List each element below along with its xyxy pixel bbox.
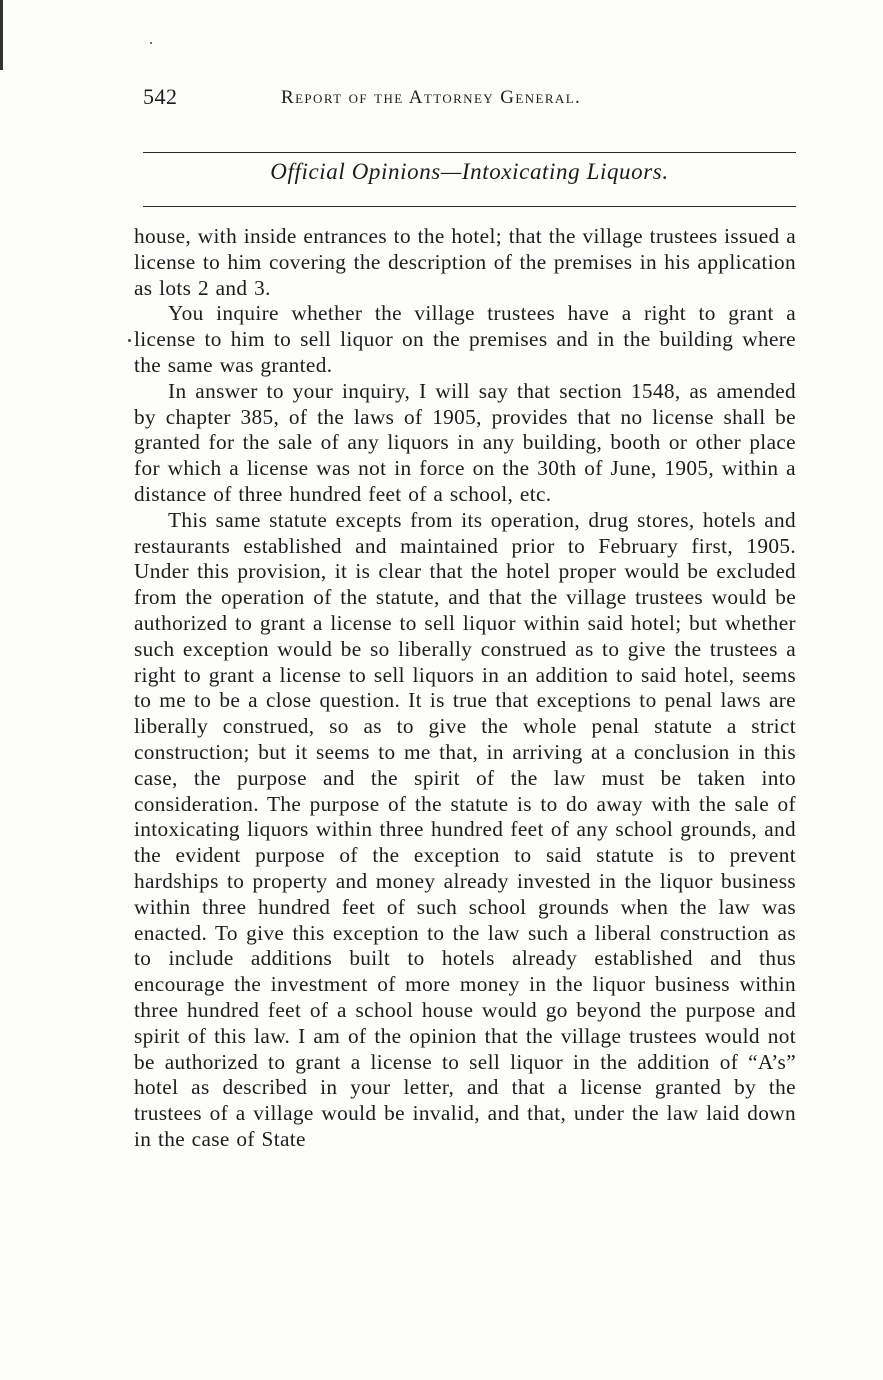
margin-speck (150, 42, 152, 44)
paragraph-continuation: house, with inside entrances to the hotel; that the village trustees issued a license to him covering the description of the premises in his application as lots 2 and 3. (134, 224, 796, 300)
page-edge-mark (0, 0, 3, 70)
page-number: 542 (143, 84, 178, 109)
paragraph-statute-exception: This same statute excepts from its operation, drug stores, hotels and restaurants established and maintained prior to February first, 1905. Under this provision, it is clear that the hotel proper would be excluded from the operation of the statute, and that the village trustees would be authorized to grant a license to sell liquor within said hotel; but whether such exception would be so liberally construed as to give the trustees a right to grant a license to sell liquors in an addition to said hotel, seems to me to be a close question. It is true that exceptions to penal laws are liberally construed, so as to give the whole penal statute a strict construction; but it seems to me that, in arriving at a conclusion in this case, the purpose and the spirit of the law must be taken into consideration. The purpose of the statute is to do away with the sale of intoxicating liquors within three hundred feet of any school grounds, and the evident purpose of the exception to said statute is to prevent hardships to property and money already invested in the liquor business within three hundred feet of such school grounds when the law was enacted. To give this exception to the law such a liberal construction as to include additions built to hotels already established and thus encourage the investment of more money in the liquor business within three hundred feet of a school house would go beyond the purpose and spirit of this law. I am of the opinion that the village trustees would not be authorized to grant a license to sell liquor in the addition of “A’s” hotel as described in your letter, and that a license granted by the trustees of a village would be invalid, and that, under the law laid down in the case of State (134, 507, 796, 1151)
margin-mark (128, 339, 131, 342)
paragraph-inquiry: You inquire whether the village trustees have a right to grant a license to him to sell liquor on the premises and in the building where the same was granted. (134, 301, 796, 377)
running-head: Report of the Attorney General. (281, 87, 582, 108)
header-rule-top (143, 152, 796, 153)
header-rule-bottom (143, 206, 796, 207)
section-title: Official Opinions—Intoxicating Liquors. (270, 159, 669, 184)
page-header (143, 84, 796, 114)
body-text (134, 224, 796, 1153)
paragraph-answer: In answer to your inquiry, I will say that section 1548, as amended by chapter 385, of the laws of 1905, provides that no license shall be granted for the sale of any liquors in any building, booth or other place for which a license was not in force on the 30th of June, 1905, within a distance of three hundred feet of a school, etc. (134, 378, 796, 506)
